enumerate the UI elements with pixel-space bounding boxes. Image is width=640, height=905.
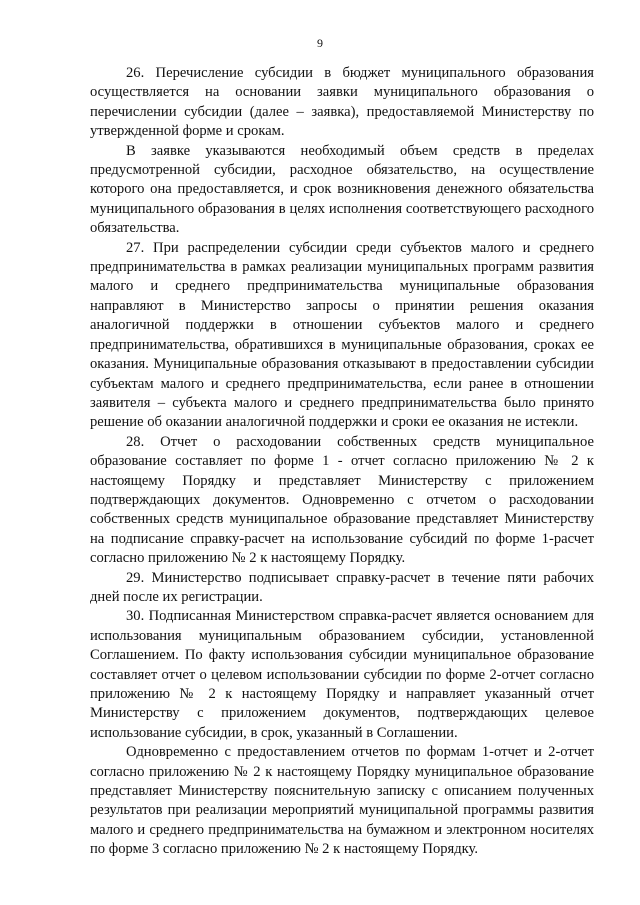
paragraph-28: 28. Отчет о расходовании собственных средств муниципальное образование составляет по форме 1 - отчет согласно приложению № 2 к настоящему Порядку и представляет Министерству с приложением подтверждающих документов. Одновременно с отчетом о расходовании собственных средств муниципальное образование представляет Министерству на подписание справку-расчет на использование субсидий по форме 1-расчет согласно приложению № 2 к настоящему Порядку. xyxy=(90,433,594,567)
paragraph-27: 27. При распределении субсидии среди субъектов малого и среднего предпринимательства в рамках реализации муниципальных программ развития малого и среднего предпринимательства муниципальные образования направляют в Министерство запросы о принятии решения оказания аналогичной поддержки в отношении субъектов малого и среднего предпринимательства, обратившихся в муниципальные образования, сроках ее оказания. Муниципальные образования отказывают в предоставлении субсидии субъектам малого и среднего предпринимательства, если ранее в отношении заявителя – субъекта малого и среднего предпринимательства было принято решение об оказании аналогичной поддержки и сроки ее оказания не истекли. xyxy=(90,239,594,431)
paragraph-30-reports: Одновременно с предоставлением отчетов по формам 1-отчет и 2-отчет согласно приложению № 2 к настоящему Порядку муниципальное образование представляет Министерству пояснительную записку с описанием полученных результатов при реализации мероприятий муниципальной программы развития малого и среднего предпринимательства на бумажном и электронном носителях по форме 3 согласно приложению № 2 к настоящему Порядку. xyxy=(90,744,594,858)
paragraph-26: 26. Перечисление субсидии в бюджет муниципального образования осуществляется на основании заявки муниципального образования о перечислении субсидии (далее – заявка), предоставляемой Министерству по утвержденной форме и срокам. xyxy=(90,65,594,140)
paragraph-26-application-contents: В заявке указываются необходимый объем средств в пределах предусмотренной субсидии, расходное обязательство, на осуществление которого она предоставляется, и срок возникновения денежного обязательства муниципального образования в целях исполнения соответствующего расходного обязательства. xyxy=(90,142,594,237)
paragraph-29: 29. Министерство подписывает справку-расчет в течение пяти рабочих дней после их регистрации. xyxy=(90,569,594,605)
paragraph-30: 30. Подписанная Министерством справка-расчет является основанием для использования муниципальным образованием субсидии, установленной Соглашением. По факту использования субсидии муниципальное образование составляет отчет о целевом использовании субсидии по форме 2-отчет согласно приложению № 2 к настоящему Порядку и направляет указанный отчет Министерству с приложением документов, подтверждающих целевое использование субсидии, в срок, указанный в Соглашении. xyxy=(90,608,594,741)
document-body xyxy=(90,64,594,860)
page-number: 9 xyxy=(317,36,323,50)
